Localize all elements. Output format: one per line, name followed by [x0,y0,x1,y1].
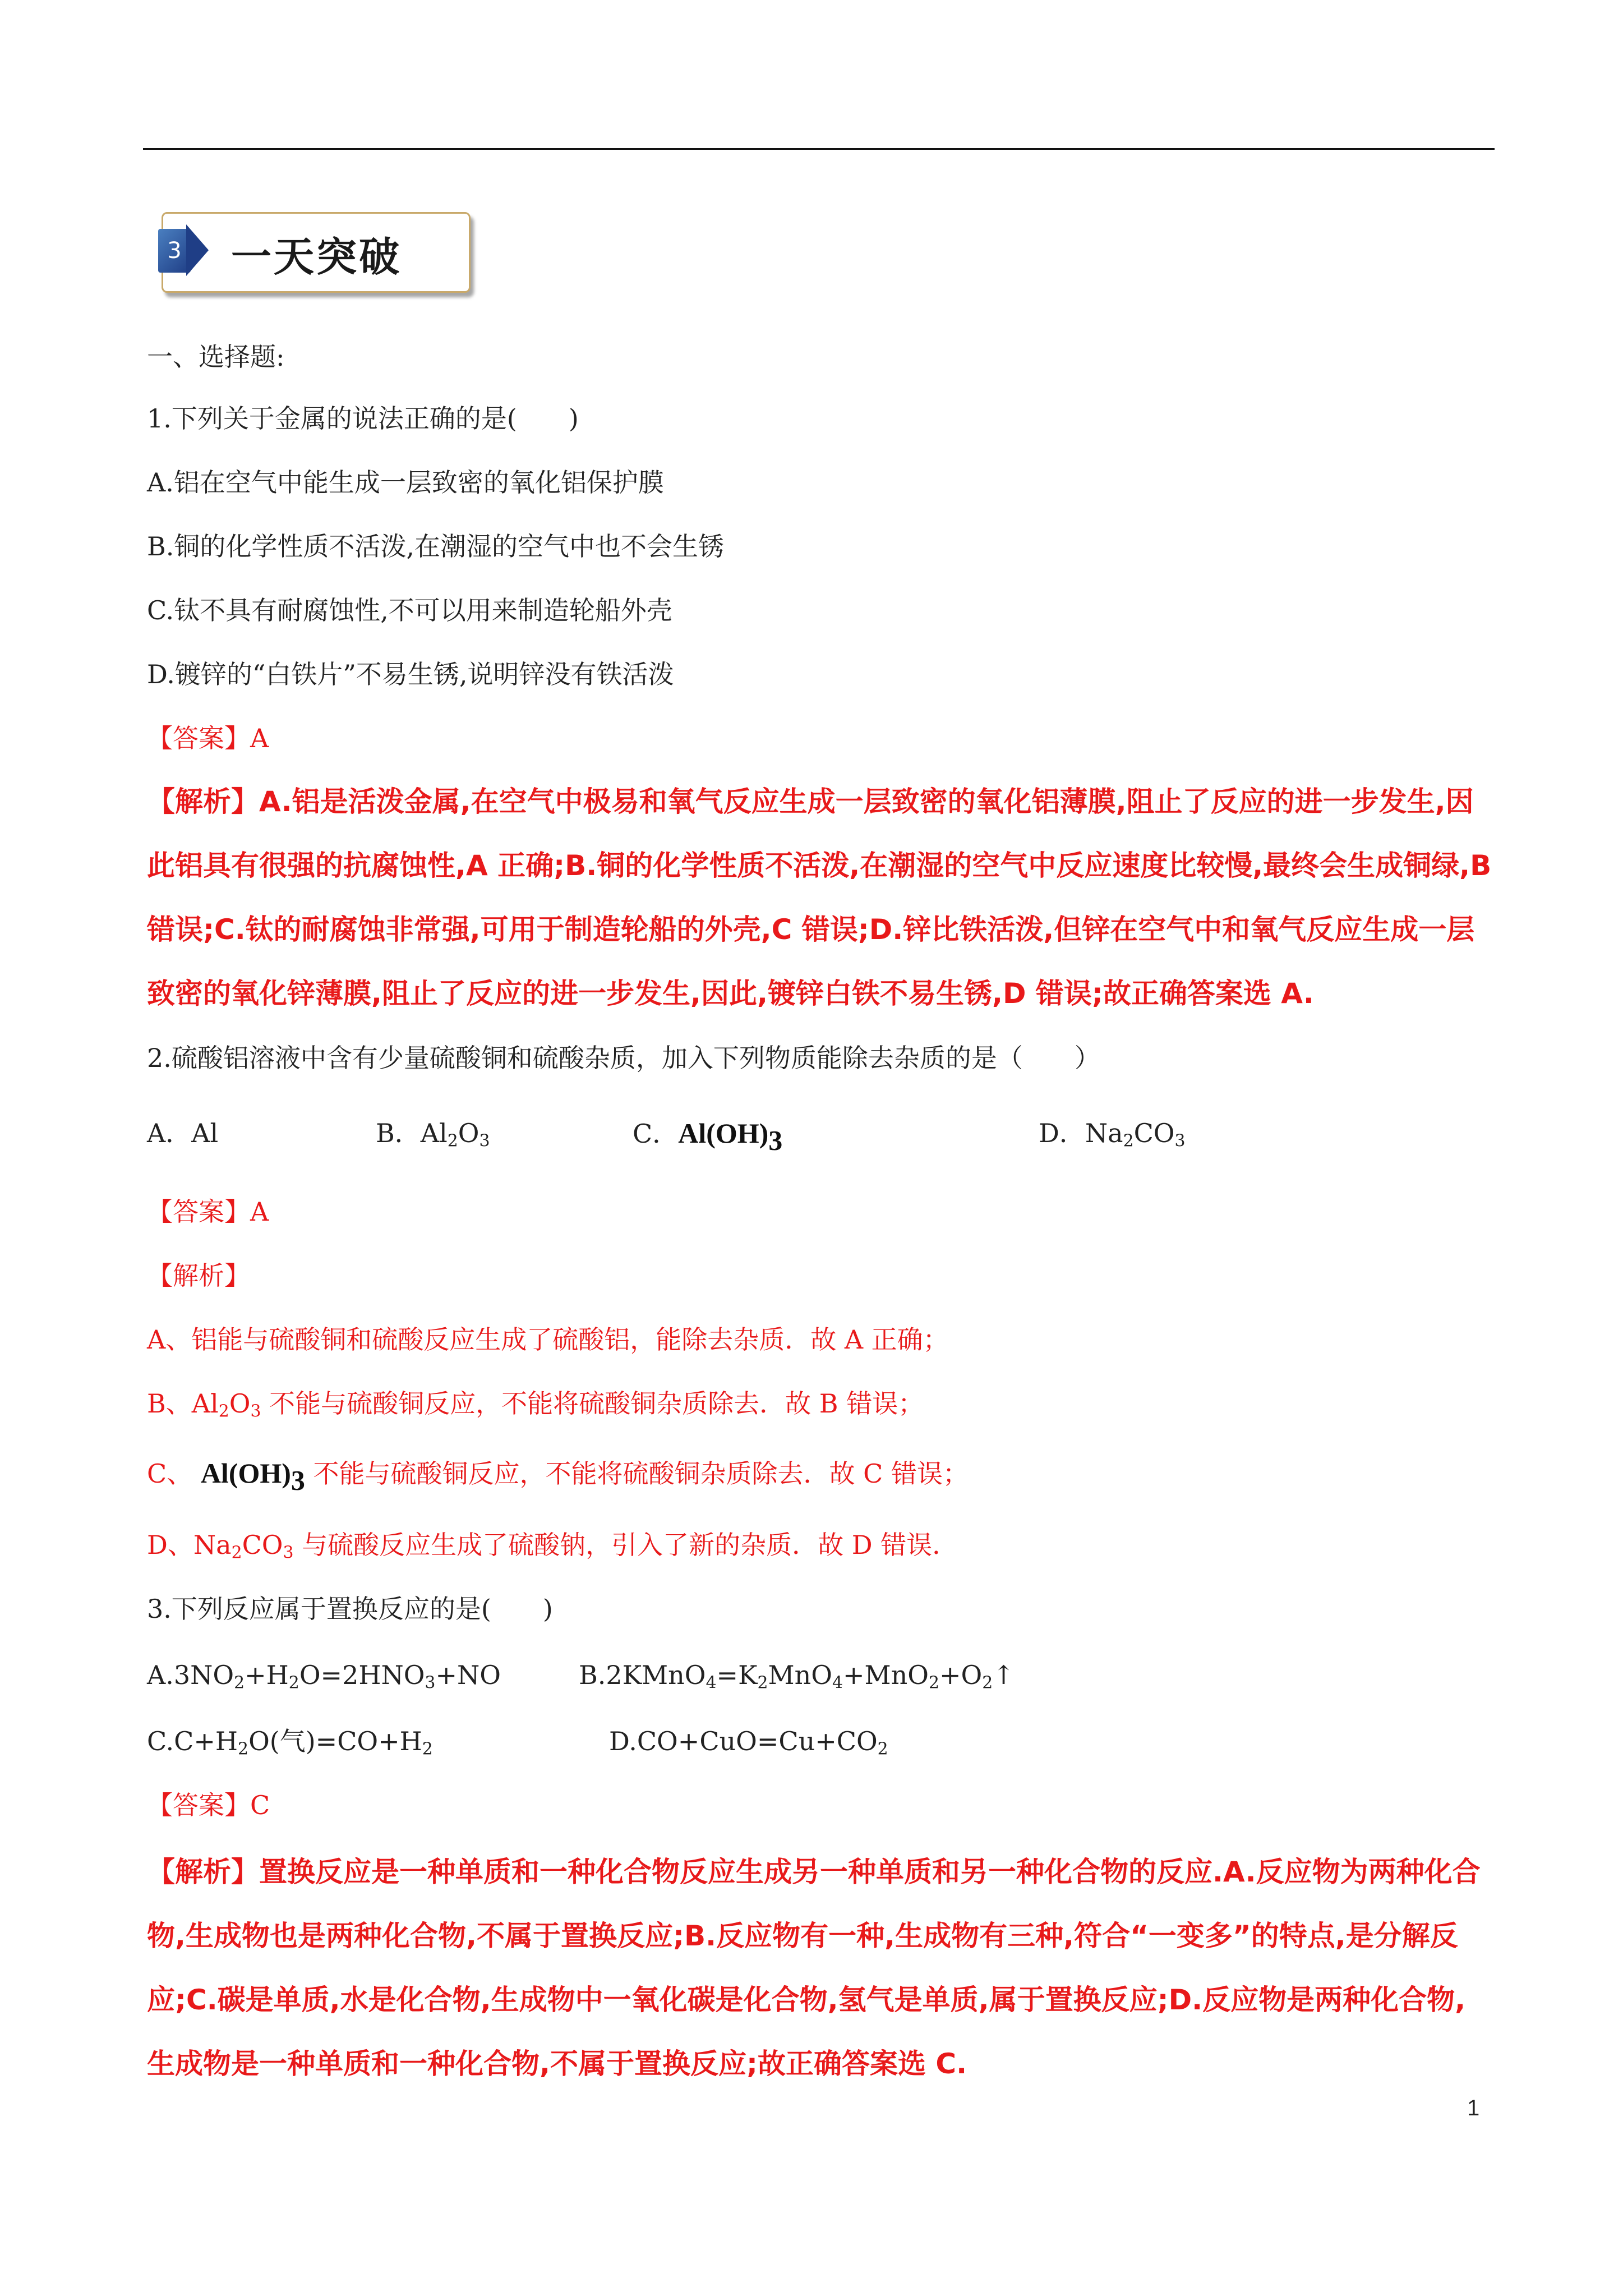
section-heading: 一、选择题: [147,342,285,372]
q1-analysis [147,770,1493,1025]
q1-answer: 【答案】A [147,723,269,753]
q2-analysis-line-b: B、$Al_2O_3$ 不能与硫酸铜反应，不能将硫酸铜杂质除去．故 B 错误； [147,1388,924,1421]
q2-option-a: A．Al [147,1118,219,1148]
q3-option-a: $A.3NO_2+H_2O=2HNO_3+NO$ [147,1660,501,1693]
q2-option-b: B．$Al_2O_3$ [376,1118,490,1151]
header-rule [143,148,1495,150]
q3-analysis [147,1840,1493,2096]
q3-stem: 3.下列反应属于置换反应的是( ) [147,1594,553,1624]
q2-stem: 2.硫酸铝溶液中含有少量硫酸铜和硫酸杂质，加入下列物质能除去杂质的是（ ） [147,1043,1100,1073]
q2-analysis-line-d: D、$Na_2CO_3$ 与硫酸反应生成了硫酸钠，引入了新的杂质．故 D 错误． [147,1530,958,1563]
q3-analysis-text: 置换反应是一种单质和一种化合物反应生成另一种单质和另一种化合物的反应.A.反应物为两种化合物,生成物也是两种化合物,不属于置换反应;B.反应物有一种,生成物有三种,符合“一变多”的特点,是分解反应;C.碳是单质,水是化合物,生成物中一氧化碳是化合物,氢气是单质,属于置换反应;D.反应物是两种化合物,生成物是一种单质和一种化合物,不属于置换反应;故正确答案选 C. [147,1856,1481,2080]
q3-option-b: $B.2KMnO_4=K_2MnO_4+MnO_2+O_2↑$ [579,1660,1015,1693]
q1-option-a: A.铝在空气中能生成一层致密的氧化铝保护膜 [147,467,664,498]
q2-analysis-label: 【解析】 [147,1260,250,1291]
q2-answer: 【答案】A [147,1197,269,1227]
arrow-icon [186,224,209,276]
q1-stem: 1.下列关于金属的说法正确的是( ) [147,403,579,434]
q2-option-d: D．$Na_2CO_3$ [1039,1118,1186,1151]
section-number-badge: 3 [158,229,191,273]
section-title-banner [158,212,472,293]
q1-option-b: B.铜的化学性质不活泼,在潮湿的空气中也不会生锈 [147,531,725,562]
q1-option-d: D.镀锌的“白铁片”不易生锈,说明锌没有铁活泼 [147,659,674,689]
q3-option-d: $D.CO+CuO=Cu+CO_2$ [609,1726,888,1759]
page-number: 1 [1467,2096,1480,2120]
q3-answer: 【答案】C [147,1790,270,1820]
q2-analysis-line-c: C、 $Al(OH)_3$ 不能与硫酸铜反应，不能将硫酸铜杂质除去．故 C 错误； [147,1457,969,1496]
q3-analysis-label: 【解析】 [147,1856,259,1888]
q1-analysis-label: 【解析】 [147,785,259,818]
q2-analysis-line-a: A、铝能与硫酸铜和硫酸反应生成了硫酸铝，能除去杂质．故 A 正确； [147,1324,949,1355]
q3-option-c: $C.C+H_2O$(气)$=CO+H_2$ [147,1726,433,1759]
q1-analysis-text: A.铝是活泼金属,在空气中极易和氧气反应生成一层致密的氧化铝薄膜,阻止了反应的进一步发生,因此铝具有很强的抗腐蚀性,A 正确;B.铜的化学性质不活泼,在潮湿的空气中反应速度比较慢,最终会生成铜绿,B 错误;C.钛的耐腐蚀非常强,可用于制造轮船的外壳,C 错误;D.锌比铁活泼,但锌在空气中和氧气反应生成一层致密的氧化锌薄膜,阻止了反应的进一步发生,因此,镀锌白铁不易生锈,D 错误;故正确答案选 A. [147,785,1492,1010]
q1-option-c: C.钛不具有耐腐蚀性,不可以用来制造轮船外壳 [147,595,672,625]
up-arrow-icon: ↑ [993,1660,1015,1690]
q2-option-c: C．$Al(OH)_3$ [633,1117,783,1156]
section-title: 一天突破 [231,233,402,280]
